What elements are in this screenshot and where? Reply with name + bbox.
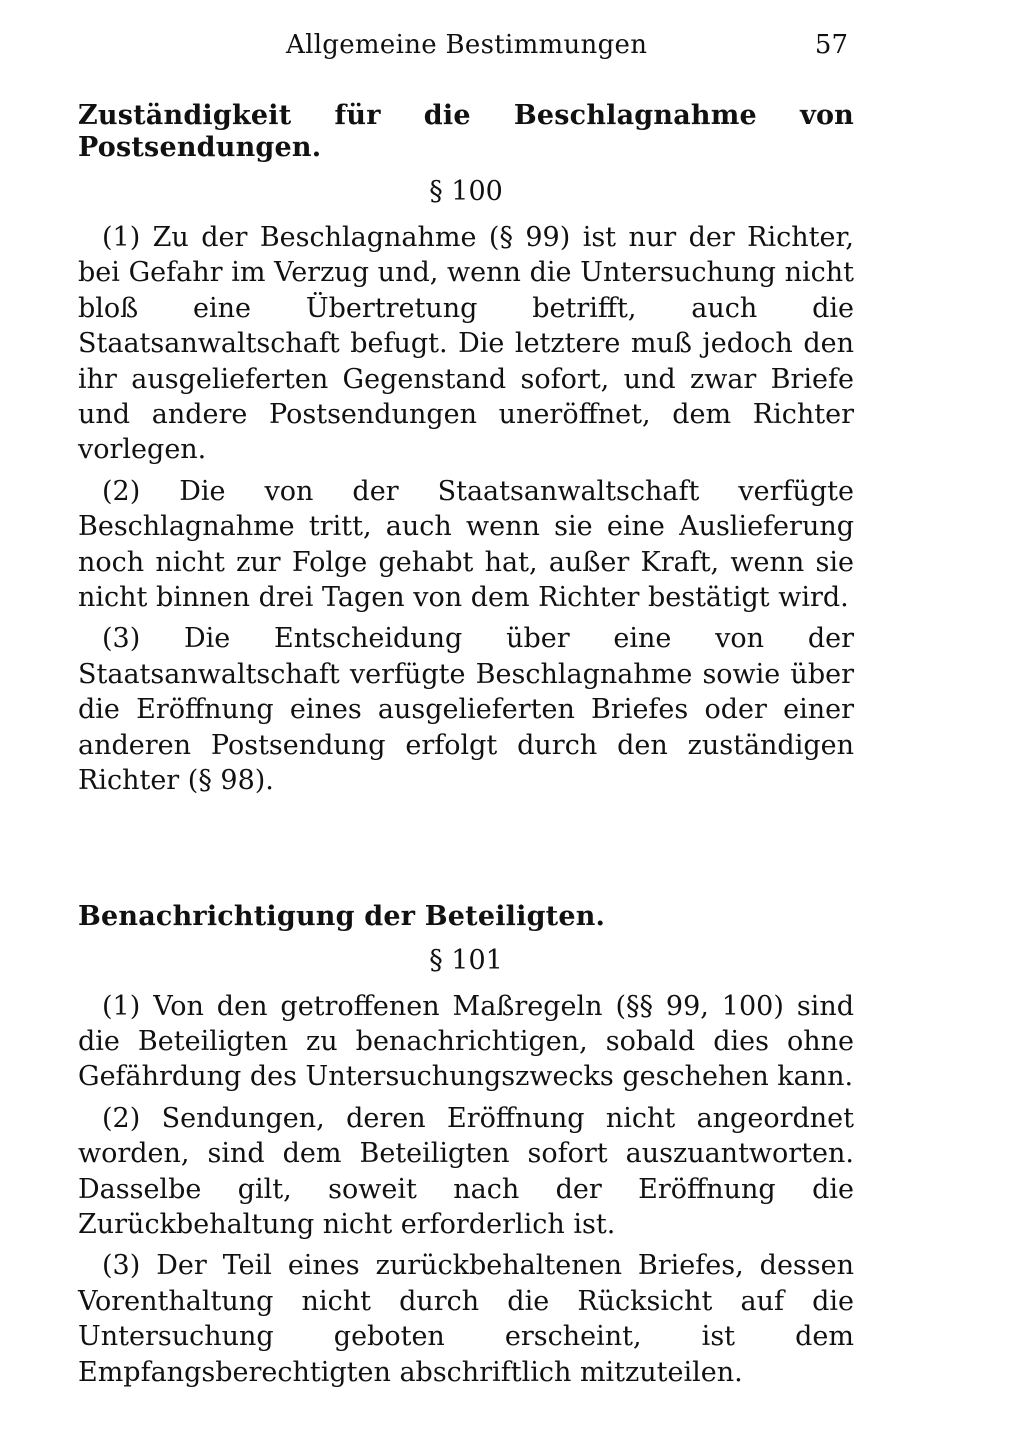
clause-3: (3) Die Entscheidung über eine von der Staatsanwaltschaft verfügte Beschlagnahme sowie über die Eröffnung eines ausgelieferten Briefes oder einer anderen Postsendung erfolgt durch den zuständigen Richter (§ 98).	[78, 623, 854, 797]
paragraph-number: § 100	[429, 176, 503, 207]
section-101	[78, 901, 854, 1390]
running-header	[78, 30, 854, 70]
clause-3: (3) Der Teil eines zurückbehaltenen Briefes, dessen Vorenthaltung nicht durch die Rücksicht auf die Untersuchung geboten erscheint, ist dem Empfangsberechtigten abschriftlich mitzuteilen.	[78, 1250, 854, 1388]
section-heading: Benachrichtigung der Beteiligten.	[78, 900, 606, 932]
section-heading: Zuständigkeit für die Beschlagnahme von Postsendungen.	[78, 100, 854, 163]
section-100	[78, 100, 854, 799]
clause-2: (2) Die von der Staatsanwaltschaft verfügte Beschlagnahme tritt, auch wenn sie eine Auslieferung noch nicht zur Folge gehabt hat, außer Kraft, wenn sie nicht binnen drei Tagen von dem Richter bestätigt wird.	[78, 475, 854, 614]
paragraph-number: § 101	[429, 944, 503, 976]
clause-1: (1) Von den getroffenen Maßregeln (§§ 99, 100) sind die Beteiligten zu benachrichtigen, sobald dies ohne Gefährdung des Untersuchungszwecks geschehen kann.	[78, 990, 854, 1093]
book-page	[78, 30, 854, 1396]
running-title: Allgemeine Bestimmungen	[286, 30, 648, 60]
page-number: 57	[814, 30, 848, 60]
clause-1: (1) Zu der Beschlagnahme (§ 99) ist nur der Richter, bei Gefahr im Verzug und, wenn die Untersuchung nicht bloß eine Übertretung betrifft, auch die Staatsanwaltschaft befugt. Die letztere muß jedoch den ihr ausgelieferten Gegenstand sofort, und zwar Briefe und andere Postsendungen uneröffnet, dem Richter vorlegen.	[78, 222, 854, 466]
clause-2: (2) Sendungen, deren Eröffnung nicht angeordnet worden, sind dem Beteiligten sofort auszuantworten. Dasselbe gilt, soweit nach der Eröffnung die Zurückbehaltung nicht erforderlich ist.	[78, 1102, 854, 1240]
